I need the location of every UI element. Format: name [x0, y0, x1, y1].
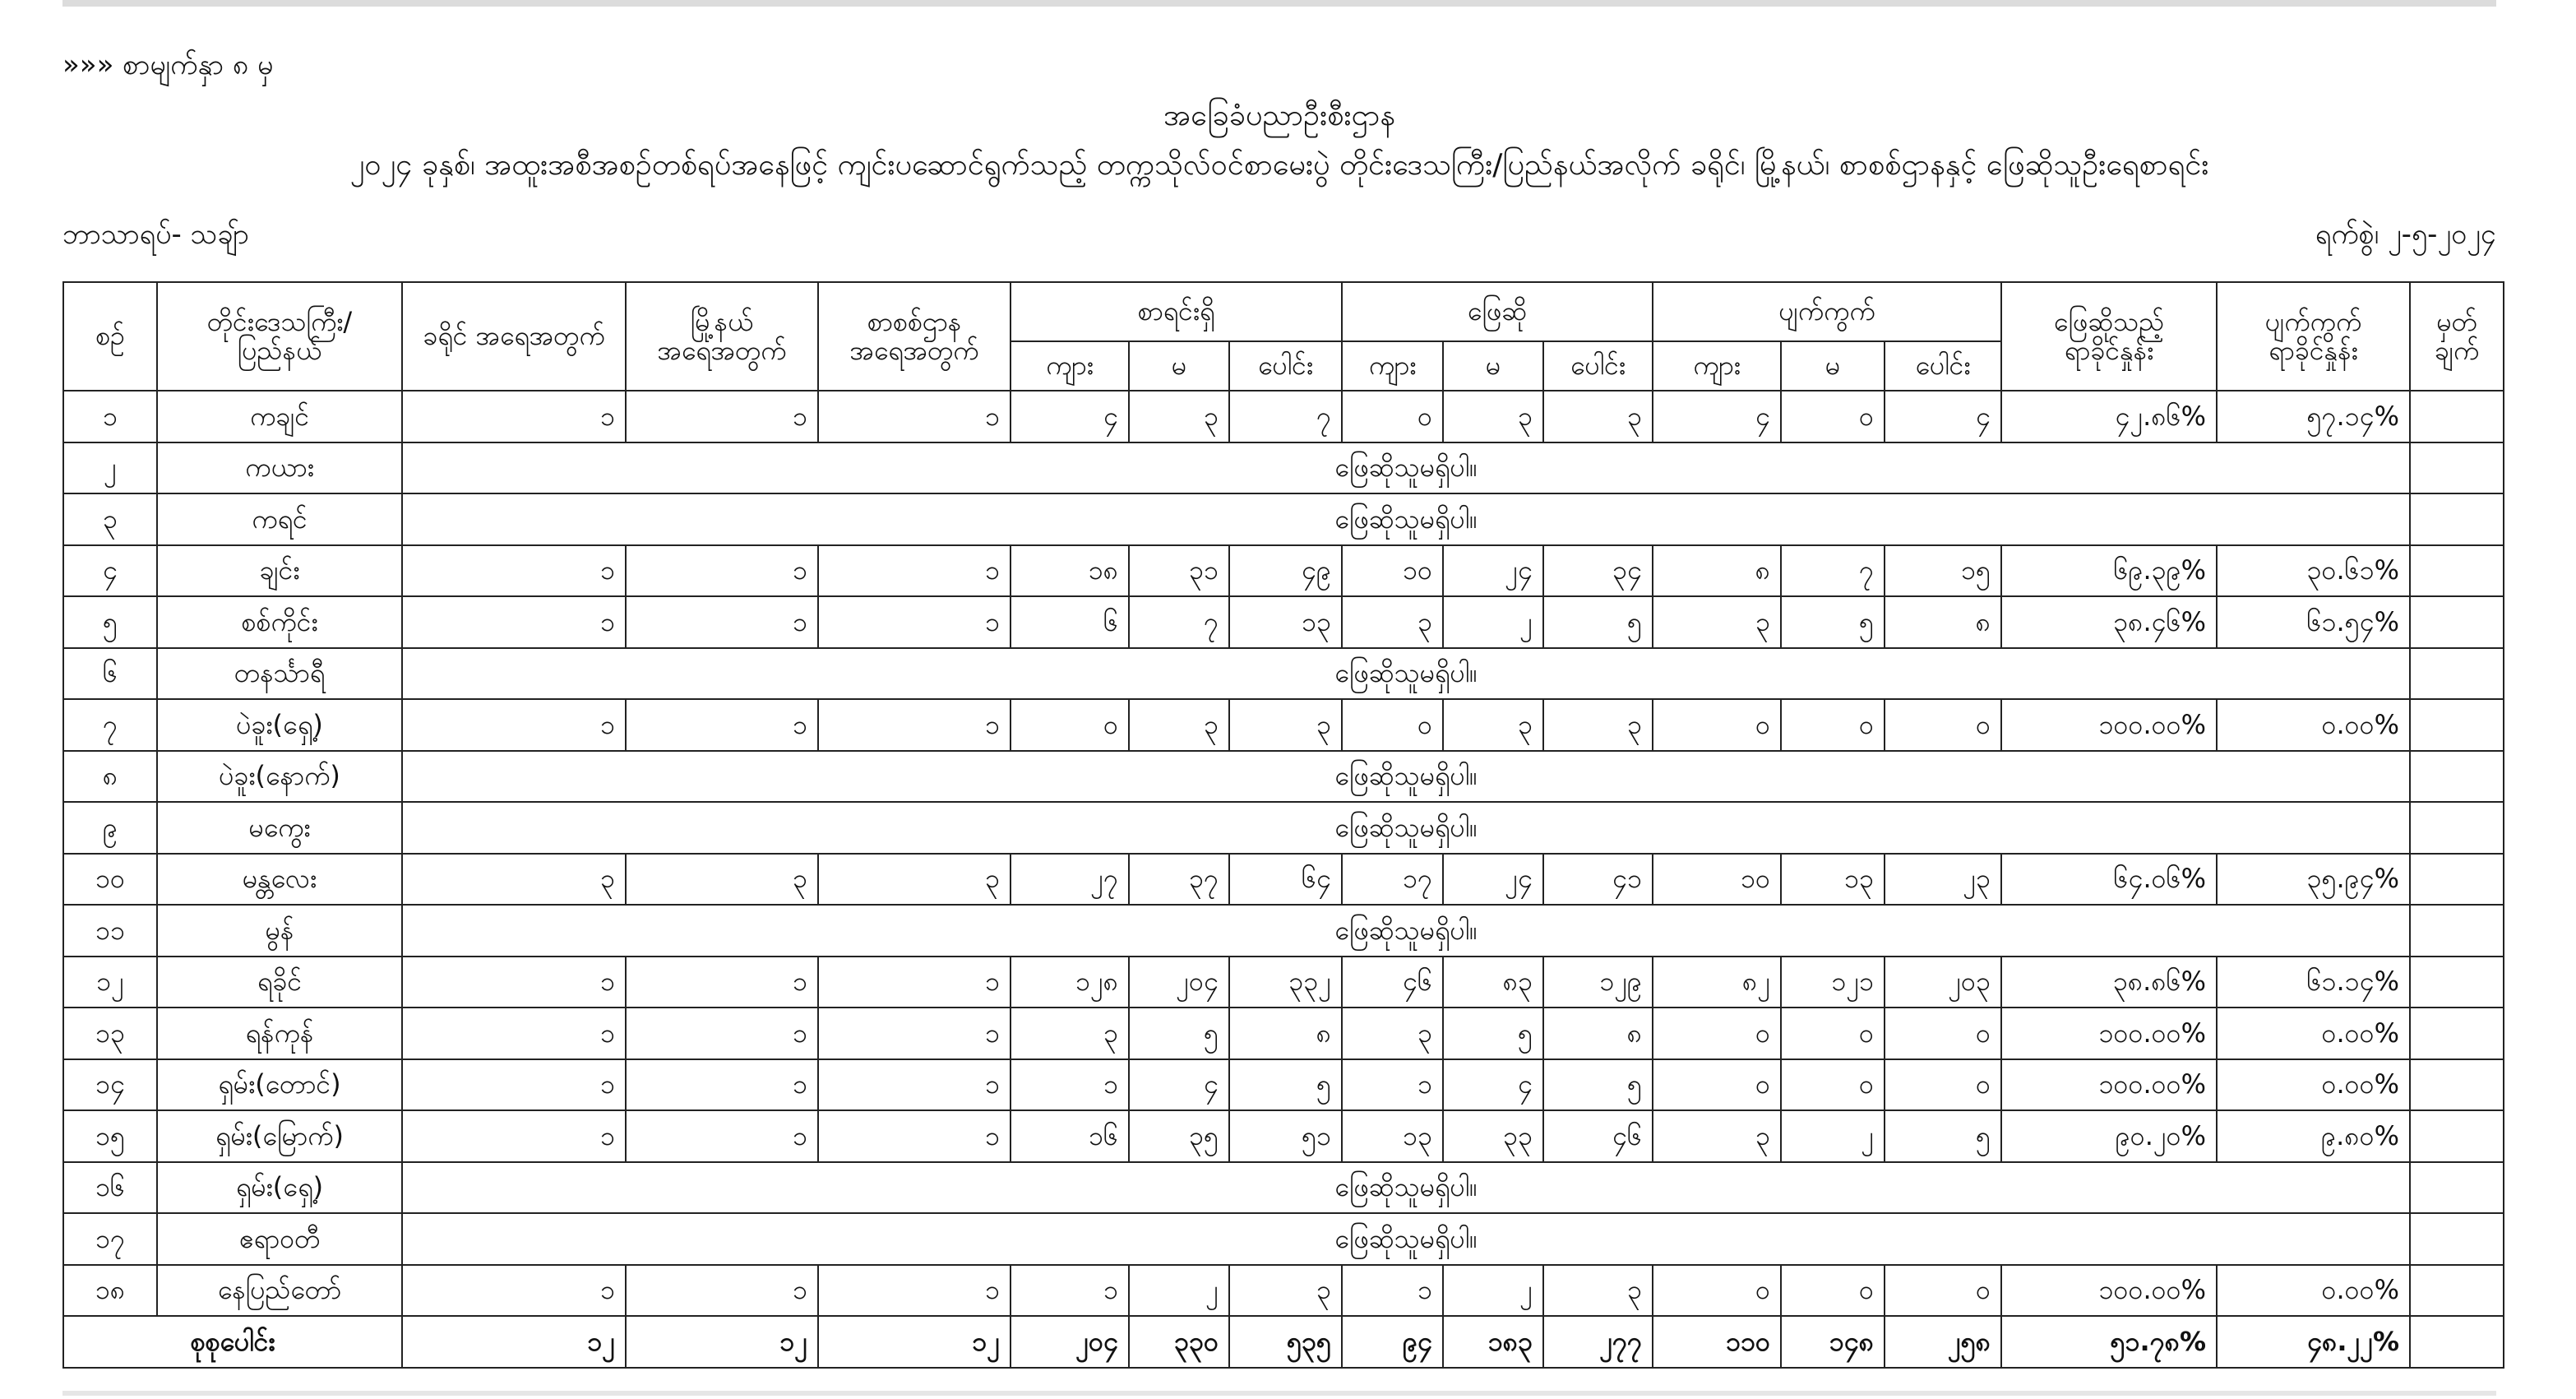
no-candidates-cell: ဖြေဆိုသူမရှိပါ။ — [402, 802, 2410, 854]
table-row — [63, 1110, 2504, 1162]
value-cell: ၃ — [1543, 391, 1653, 442]
top-rule — [62, 0, 2496, 7]
region-cell: ကယား — [157, 442, 402, 494]
remark-cell — [2410, 957, 2504, 1008]
value-cell: ၃ — [1543, 1265, 1653, 1317]
value-cell: ၁၀ — [1342, 545, 1443, 597]
value-cell: ၁ — [402, 1059, 626, 1111]
value-cell: ၂၃ — [1885, 854, 2001, 906]
value-cell: ၈၃ — [1443, 957, 1543, 1008]
header-remark: မှတ် ချက် — [2410, 282, 2504, 391]
remark-cell — [2410, 1059, 2504, 1111]
value-cell: ၁ — [626, 1265, 818, 1317]
value-cell: ၁ — [626, 545, 818, 597]
value-cell: ၃ — [402, 854, 626, 906]
value-cell: ၆ — [1011, 596, 1129, 648]
no-candidates-cell: ဖြေဆိုသူမရှိပါ။ — [402, 1162, 2410, 1214]
row-number-cell: ၃ — [63, 493, 157, 545]
value-cell: ၄၆ — [1543, 1110, 1653, 1162]
value-cell: ၈ — [1653, 545, 1781, 597]
table-body — [63, 391, 2504, 1368]
value-cell: ၂ — [1781, 1110, 1885, 1162]
value-cell: ၁ — [626, 1059, 818, 1111]
value-cell: ၃ — [626, 854, 818, 906]
region-cell: မန္တလေး — [157, 854, 402, 906]
value-cell: ၁ — [402, 545, 626, 597]
value-cell: ၃ — [1129, 391, 1229, 442]
value-cell: ၃၅ — [1129, 1110, 1229, 1162]
value-cell: ၁ — [1342, 1265, 1443, 1317]
remark-cell — [2410, 1162, 2504, 1214]
region-cell: ဧရာဝတီ — [157, 1213, 402, 1265]
totals-row — [63, 1316, 2504, 1368]
total-cell: ၁၂ — [818, 1316, 1011, 1368]
value-cell: ၁ — [402, 1110, 626, 1162]
table-row — [63, 442, 2504, 494]
value-cell: ၁၂၉ — [1543, 957, 1653, 1008]
remark-cell — [2410, 1213, 2504, 1265]
table-row — [63, 1059, 2504, 1111]
value-cell: ၆၄ — [1229, 854, 1342, 906]
no-candidates-cell: ဖြေဆိုသူမရှိပါ။ — [402, 905, 2410, 957]
value-cell: ၁၂၁ — [1781, 957, 1885, 1008]
table-row — [63, 751, 2504, 803]
total-cell: ၅၁.၇၈% — [2001, 1316, 2217, 1368]
table-row — [63, 493, 2504, 545]
row-number-cell: ၁၁ — [63, 905, 157, 957]
value-cell: ၆၁.၁၄% — [2217, 957, 2410, 1008]
row-number-cell: ၁၅ — [63, 1110, 157, 1162]
no-candidates-cell: ဖြေဆိုသူမရှိပါ။ — [402, 751, 2410, 803]
value-cell: ၁ — [818, 1059, 1011, 1111]
table-row — [63, 1008, 2504, 1059]
value-cell: ၈ — [1229, 1008, 1342, 1059]
no-candidates-cell: ဖြေဆိုသူမရှိပါ။ — [402, 648, 2410, 700]
value-cell: ၀ — [1781, 1265, 1885, 1317]
value-cell: ၃ — [1543, 699, 1653, 751]
value-cell: ၀ — [1781, 699, 1885, 751]
results-table — [62, 281, 2504, 1369]
region-cell: မကွေး — [157, 802, 402, 854]
total-cell: ၂၇၇ — [1543, 1316, 1653, 1368]
header-registered: စာရင်းရှိ — [1011, 282, 1342, 341]
total-cell: ၁၂ — [402, 1316, 626, 1368]
value-cell: ၁ — [1011, 1059, 1129, 1111]
value-cell: ၃ — [1129, 699, 1229, 751]
row-number-cell: ၅ — [63, 596, 157, 648]
row-number-cell: ၁ — [63, 391, 157, 442]
value-cell: ၅ — [1781, 596, 1885, 648]
value-cell: ၅ — [1129, 1008, 1229, 1059]
remark-cell — [2410, 596, 2504, 648]
header-absent-female: မ — [1781, 341, 1885, 391]
value-cell: ၄ — [1129, 1059, 1229, 1111]
value-cell: ၃ — [1229, 1265, 1342, 1317]
remark-cell — [2410, 1265, 2504, 1317]
row-number-cell: ၁၃ — [63, 1008, 157, 1059]
value-cell: ၄၉ — [1229, 545, 1342, 597]
value-cell: ၁ — [402, 699, 626, 751]
row-number-cell: ၁၈ — [63, 1265, 157, 1317]
total-cell: ၂၅၈ — [1885, 1316, 2001, 1368]
value-cell: ၀ — [1342, 391, 1443, 442]
row-number-cell: ၁၆ — [63, 1162, 157, 1214]
page-reference: »»» စာမျက်နှာ ၈ မှ — [62, 49, 274, 81]
bottom-rule — [62, 1391, 2496, 1396]
table-row — [63, 699, 2504, 751]
value-cell: ၀ — [1653, 1265, 1781, 1317]
value-cell: ၁၀ — [1653, 854, 1781, 906]
region-cell: ရှမ်း(မြောက်) — [157, 1110, 402, 1162]
no-candidates-cell: ဖြေဆိုသူမရှိပါ။ — [402, 493, 2410, 545]
value-cell: ၁ — [626, 391, 818, 442]
value-cell: ၁၀၀.၀၀% — [2001, 1265, 2217, 1317]
value-cell: ၄ — [1011, 391, 1129, 442]
value-cell: ၂၀၃ — [1885, 957, 2001, 1008]
value-cell: ၂၄ — [1443, 854, 1543, 906]
total-cell: ၁၂ — [626, 1316, 818, 1368]
remark-cell — [2410, 751, 2504, 803]
region-cell: တနင်္သာရီ — [157, 648, 402, 700]
header-absent-total: ပေါင်း — [1885, 341, 2001, 391]
value-cell: ၁ — [626, 957, 818, 1008]
value-cell: ၀ — [1653, 699, 1781, 751]
value-cell: ၀ — [1653, 1008, 1781, 1059]
no-candidates-cell: ဖြေဆိုသူမရှိပါ။ — [402, 442, 2410, 494]
value-cell: ၂၇ — [1011, 854, 1129, 906]
value-cell: ၁ — [402, 1265, 626, 1317]
value-cell: ၆၄.၀၆% — [2001, 854, 2217, 906]
value-cell: ၃၀.၆၁% — [2217, 545, 2410, 597]
value-cell: ၄၂.၈၆% — [2001, 391, 2217, 442]
remark-cell — [2410, 1110, 2504, 1162]
header-absent-percent: ပျက်ကွက် ရာခိုင်နှုန်း — [2217, 282, 2410, 391]
value-cell: ၀ — [1653, 1059, 1781, 1111]
value-cell: ၁ — [626, 596, 818, 648]
header-sat: ဖြေဆို — [1342, 282, 1653, 341]
value-cell: ၃၇ — [1129, 854, 1229, 906]
value-cell: ၃၁ — [1129, 545, 1229, 597]
value-cell: ၃ — [1653, 1110, 1781, 1162]
value-cell: ၂၀၄ — [1129, 957, 1229, 1008]
region-cell: ပဲခူး(ရှေ့) — [157, 699, 402, 751]
value-cell: ၃ — [1229, 699, 1342, 751]
value-cell: ၃၃၂ — [1229, 957, 1342, 1008]
value-cell: ၅ — [1543, 596, 1653, 648]
value-cell: ၉၀.၂၀% — [2001, 1110, 2217, 1162]
value-cell: ၁၂၈ — [1011, 957, 1129, 1008]
value-cell: ၁ — [1011, 1265, 1129, 1317]
value-cell: ၁၀၀.၀၀% — [2001, 1008, 2217, 1059]
table-row — [63, 905, 2504, 957]
row-number-cell: ၂ — [63, 442, 157, 494]
value-cell: ၂ — [1129, 1265, 1229, 1317]
value-cell: ၁ — [818, 699, 1011, 751]
row-number-cell: ၁၀ — [63, 854, 157, 906]
header-region: တိုင်းဒေသကြီး/ ပြည်နယ် — [157, 282, 402, 391]
value-cell: ၁၆ — [1011, 1110, 1129, 1162]
table-row — [63, 1162, 2504, 1214]
value-cell: ၁ — [818, 1110, 1011, 1162]
remark-cell — [2410, 802, 2504, 854]
row-number-cell: ၄ — [63, 545, 157, 597]
value-cell: ၁ — [626, 1110, 818, 1162]
value-cell: ၀ — [1781, 1059, 1885, 1111]
value-cell: ၁၃ — [1229, 596, 1342, 648]
value-cell: ၁ — [1342, 1059, 1443, 1111]
value-cell: ၀.၀၀% — [2217, 1008, 2410, 1059]
value-cell: ၁ — [402, 1008, 626, 1059]
remark-cell — [2410, 442, 2504, 494]
value-cell: ၀ — [1011, 699, 1129, 751]
value-cell: ၁ — [626, 1008, 818, 1059]
header-registered-total: ပေါင်း — [1229, 341, 1342, 391]
region-cell: ကချင် — [157, 391, 402, 442]
value-cell: ၅ — [1885, 1110, 2001, 1162]
total-remark-cell — [2410, 1316, 2504, 1368]
value-cell: ၃၃ — [1443, 1110, 1543, 1162]
header-township-count: မြို့နယ် အရေအတွက် — [626, 282, 818, 391]
date-label: ရက်စွဲ၊ ၂-၅-၂၀၂၄ — [2315, 218, 2496, 251]
table-row — [63, 596, 2504, 648]
value-cell: ၁ — [818, 1265, 1011, 1317]
value-cell: ၃ — [1443, 699, 1543, 751]
value-cell: ၆၉.၃၉% — [2001, 545, 2217, 597]
remark-cell — [2410, 545, 2504, 597]
total-cell: ၃၃၀ — [1129, 1316, 1229, 1368]
header-center-count: စာစစ်ဌာန အရေအတွက် — [818, 282, 1011, 391]
value-cell: ၁ — [402, 957, 626, 1008]
value-cell: ၉.၈၀% — [2217, 1110, 2410, 1162]
region-cell: ရခိုင် — [157, 957, 402, 1008]
header-absent-male: ကျား — [1653, 341, 1781, 391]
region-cell: ရန်ကုန် — [157, 1008, 402, 1059]
value-cell: ၃၈.၈၆% — [2001, 957, 2217, 1008]
value-cell: ၂ — [1443, 1265, 1543, 1317]
value-cell: ၄ — [1443, 1059, 1543, 1111]
value-cell: ၅ — [1229, 1059, 1342, 1111]
region-cell: စစ်ကိုင်း — [157, 596, 402, 648]
value-cell: ၃၅.၉၄% — [2217, 854, 2410, 906]
total-cell: ၁၁၀ — [1653, 1316, 1781, 1368]
value-cell: ၁၈ — [1011, 545, 1129, 597]
value-cell: ၈ — [1543, 1008, 1653, 1059]
value-cell: ၁ — [402, 596, 626, 648]
header-sat-total: ပေါင်း — [1543, 341, 1653, 391]
value-cell: ၁ — [818, 545, 1011, 597]
value-cell: ၀.၀၀% — [2217, 1059, 2410, 1111]
header-sat-female: မ — [1443, 341, 1543, 391]
value-cell: ၆၁.၅၄% — [2217, 596, 2410, 648]
row-number-cell: ၁၇ — [63, 1213, 157, 1265]
remark-cell — [2410, 648, 2504, 700]
value-cell: ၁ — [626, 699, 818, 751]
header-absent: ပျက်ကွက် — [1653, 282, 2001, 341]
value-cell: ၀.၀၀% — [2217, 699, 2410, 751]
value-cell: ၁၀၀.၀၀% — [2001, 699, 2217, 751]
value-cell: ၁၇ — [1342, 854, 1443, 906]
value-cell: ၃ — [818, 854, 1011, 906]
value-cell: ၀ — [1885, 699, 2001, 751]
value-cell: ၃ — [1443, 391, 1543, 442]
table-row — [63, 854, 2504, 906]
row-number-cell: ၇ — [63, 699, 157, 751]
total-cell: ၅၃၅ — [1229, 1316, 1342, 1368]
region-cell: နေပြည်တော် — [157, 1265, 402, 1317]
value-cell: ၃၈.၄၆% — [2001, 596, 2217, 648]
document-subtitle: ၂၀၂၄ ခုနှစ်၊ အထူးအစီအစဉ်တစ်ရပ်အနေဖြင့် ကျင်းပဆောင်ရွက်သည့် တက္ကသိုလ်ဝင်စာမေးပွဲ တိုင်းဒေသကြီး/ပြည်နယ်အလိုက် ခရိုင်၊ မြို့နယ်၊ စာစစ်ဌာနနှင့် ဖြေဆိုသူဦးရေစာရင်း — [349, 148, 2209, 182]
remark-cell — [2410, 493, 2504, 545]
region-cell: ပဲခူး(နောက်) — [157, 751, 402, 803]
value-cell: ၀ — [1885, 1008, 2001, 1059]
value-cell: ၀ — [1781, 391, 1885, 442]
remark-cell — [2410, 1008, 2504, 1059]
remark-cell — [2410, 699, 2504, 751]
total-cell: ၂၀၄ — [1011, 1316, 1129, 1368]
row-number-cell: ၆ — [63, 648, 157, 700]
header-district-count: ခရိုင် အရေအတွက် — [402, 282, 626, 391]
total-cell: ၉၄ — [1342, 1316, 1443, 1368]
value-cell: ၃ — [1342, 596, 1443, 648]
value-cell: ၀ — [1342, 699, 1443, 751]
value-cell: ၁၅ — [1885, 545, 2001, 597]
totals-label: စုစုပေါင်း — [63, 1316, 402, 1368]
row-number-cell: ၉ — [63, 802, 157, 854]
value-cell: ၅ — [1443, 1008, 1543, 1059]
value-cell: ၀.၀၀% — [2217, 1265, 2410, 1317]
table-row — [63, 1265, 2504, 1317]
header-sat-percent: ဖြေဆိုသည့် ရာခိုင်နှုန်း — [2001, 282, 2217, 391]
total-cell: ၁၄၈ — [1781, 1316, 1885, 1368]
region-cell: ချင်း — [157, 545, 402, 597]
value-cell: ၃ — [1342, 1008, 1443, 1059]
value-cell: ၁ — [402, 391, 626, 442]
value-cell: ၈၂ — [1653, 957, 1781, 1008]
region-cell: ရှမ်း(ရှေ့) — [157, 1162, 402, 1214]
value-cell: ၅၇.၁၄% — [2217, 391, 2410, 442]
value-cell: ၁၃ — [1781, 854, 1885, 906]
header-registered-male: ကျား — [1011, 341, 1129, 391]
value-cell: ၈ — [1885, 596, 2001, 648]
no-candidates-cell: ဖြေဆိုသူမရှိပါ။ — [402, 1213, 2410, 1265]
value-cell: ၂၄ — [1443, 545, 1543, 597]
total-cell: ၁၈၃ — [1443, 1316, 1543, 1368]
subject-label: ဘာသာရပ်- သချ်ာ — [62, 218, 249, 251]
value-cell: ၀ — [1781, 1008, 1885, 1059]
value-cell: ၇ — [1229, 391, 1342, 442]
value-cell: ၇ — [1129, 596, 1229, 648]
value-cell: ၁ — [818, 957, 1011, 1008]
value-cell: ၃၄ — [1543, 545, 1653, 597]
value-cell: ၃ — [1653, 596, 1781, 648]
value-cell: ၁ — [818, 596, 1011, 648]
value-cell: ၁ — [818, 1008, 1011, 1059]
row-number-cell: ၁၄ — [63, 1059, 157, 1111]
value-cell: ၄၁ — [1543, 854, 1653, 906]
header-registered-female: မ — [1129, 341, 1229, 391]
table-row — [63, 391, 2504, 442]
row-number-cell: ၈ — [63, 751, 157, 803]
value-cell: ၀ — [1885, 1265, 2001, 1317]
organization-title: အခြေခံပညာဦးစီးဌာန — [1163, 99, 1395, 132]
value-cell: ၄ — [1885, 391, 2001, 442]
region-cell: ရှမ်း(တောင်) — [157, 1059, 402, 1111]
remark-cell — [2410, 391, 2504, 442]
value-cell: ၁ — [818, 391, 1011, 442]
table-row — [63, 1213, 2504, 1265]
value-cell: ၁၃ — [1342, 1110, 1443, 1162]
table-row — [63, 648, 2504, 700]
value-cell: ၄၆ — [1342, 957, 1443, 1008]
region-cell: ကရင် — [157, 493, 402, 545]
table-row — [63, 802, 2504, 854]
value-cell: ၂ — [1443, 596, 1543, 648]
value-cell: ၀ — [1885, 1059, 2001, 1111]
value-cell: ၃ — [1011, 1008, 1129, 1059]
value-cell: ၄ — [1653, 391, 1781, 442]
table-row — [63, 957, 2504, 1008]
value-cell: ၅ — [1543, 1059, 1653, 1111]
total-cell: ၄၈.၂၂% — [2217, 1316, 2410, 1368]
row-number-cell: ၁၂ — [63, 957, 157, 1008]
header-sat-male: ကျား — [1342, 341, 1443, 391]
value-cell: ၁၀၀.၀၀% — [2001, 1059, 2217, 1111]
region-cell: မွန် — [157, 905, 402, 957]
value-cell: ၅၁ — [1229, 1110, 1342, 1162]
remark-cell — [2410, 905, 2504, 957]
value-cell: ၇ — [1781, 545, 1885, 597]
header-no: စဉ် — [63, 282, 157, 391]
table-row — [63, 545, 2504, 597]
remark-cell — [2410, 854, 2504, 906]
